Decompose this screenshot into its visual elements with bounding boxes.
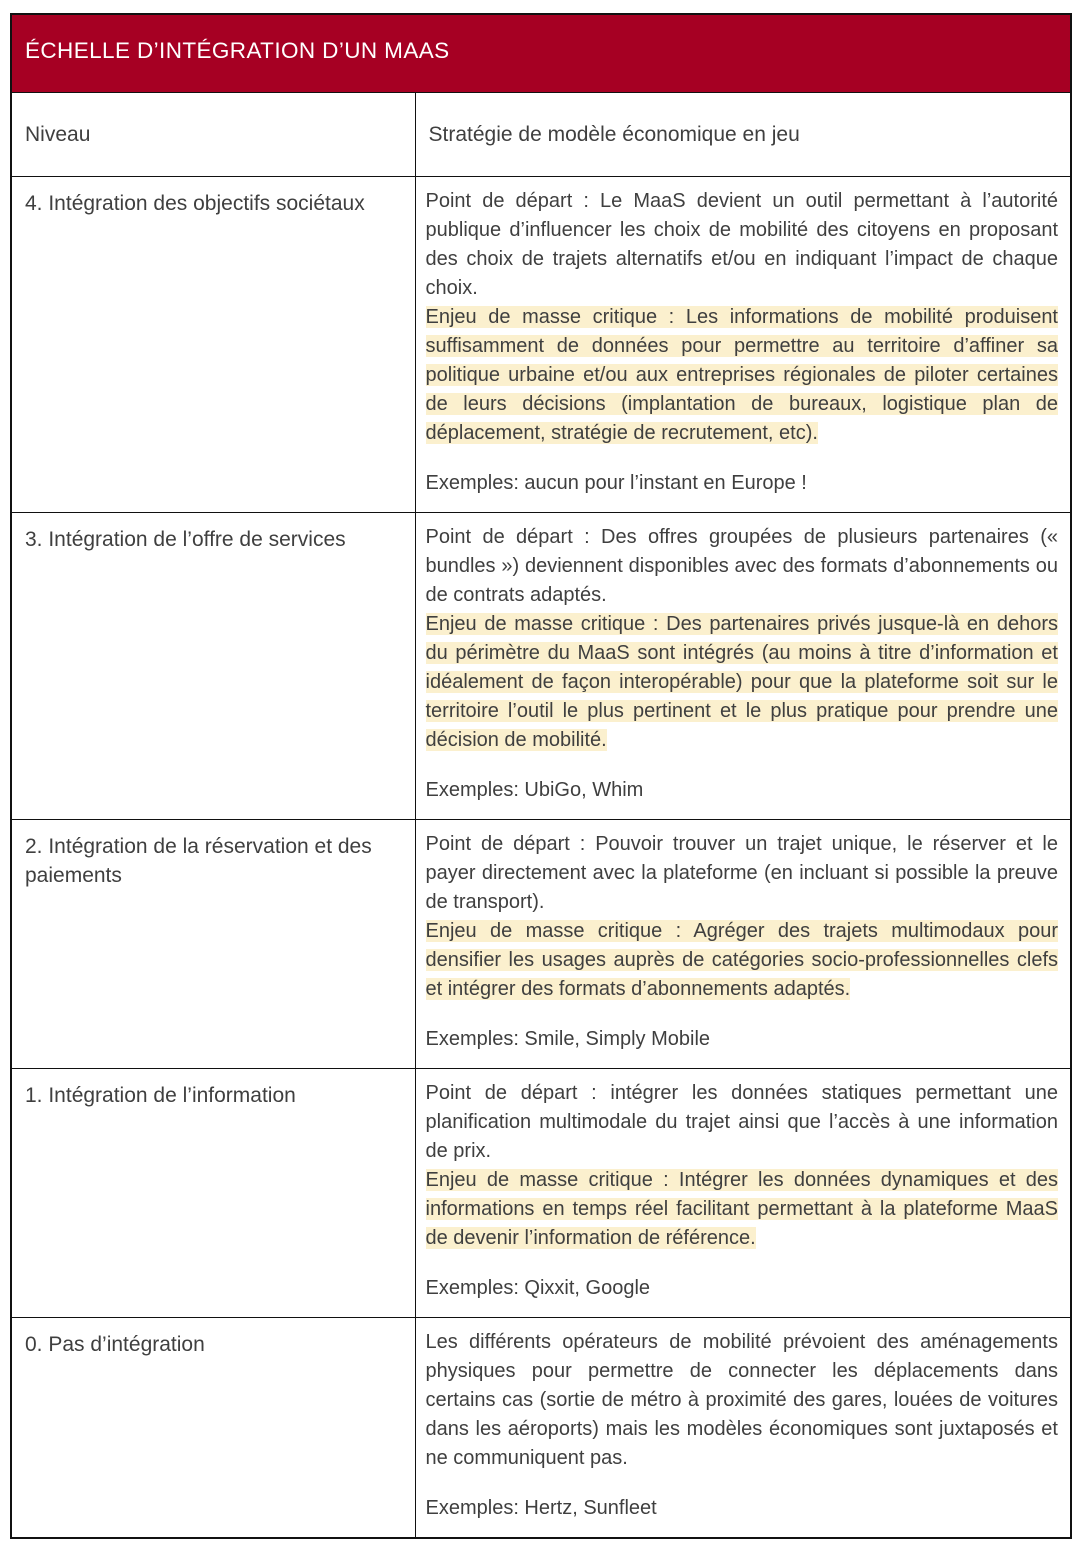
enjeu-highlight: Enjeu de masse critique : Intégrer les données dynamiques et des informations en temps réel facilitant permettant à la plateforme MaaS de devenir l’information de référence.: [425, 1168, 1058, 1249]
enjeu-paragraph: [426, 303, 1059, 448]
table-title-row: [11, 14, 1071, 92]
niveau-label: 1. Intégration de l’information: [11, 1068, 415, 1317]
enjeu-highlight: Enjeu de masse critique : Agréger des trajets multimodaux pour densifier les usages auprès de catégories socio-professionnelles clefs et intégrer des formats d’abonnements adaptés.: [425, 919, 1058, 1000]
niveau-label: 4. Intégration des objectifs sociétaux: [11, 176, 415, 512]
point-depart-text: Point de départ : Le MaaS devient un outil permettant à l’autorité publique d’influencer les choix de mobilité des citoyens en proposant des choix de trajets alternatifs et/ou en indiquant l’impact de chaque choix.: [425, 189, 1058, 299]
table-row-level-1: [11, 1068, 1071, 1317]
exemples-text: Exemples: aucun pour l’instant en Europe !: [425, 471, 807, 494]
point-depart-text: Point de départ : Des offres groupées de plusieurs partenaires (« bundles ») deviennent disponibles avec des formats d’abonnements ou de contrats adaptés.: [425, 525, 1058, 606]
enjeu-highlight: Enjeu de masse critique : Les informations de mobilité produisent suffisamment de données pour permettre au territoire d’affiner sa politique urbaine et/ou aux entreprises régionales de piloter certaines de leurs décisions (implantation de bureaux, logistique plan de déplacement, stratégie de recrutement, etc).: [425, 305, 1058, 444]
column-header-row: [11, 92, 1071, 176]
strategy-cell: [415, 512, 1071, 819]
strategy-cell: [415, 1317, 1071, 1538]
enjeu-paragraph: [426, 610, 1059, 755]
exemples-text: Exemples: UbiGo, Whim: [425, 778, 644, 801]
strategy-cell: [415, 1068, 1071, 1317]
point-depart-text: Point de départ : Pouvoir trouver un trajet unique, le réserver et le payer directement avec la plateforme (en incluant si possible la preuve de transport).: [425, 832, 1058, 913]
exemples-text: Exemples: Hertz, Sunfleet: [425, 1496, 657, 1519]
maas-integration-table: [10, 13, 1072, 1539]
niveau-label: 3. Intégration de l’offre de services: [11, 512, 415, 819]
table-row-level-4: [11, 176, 1071, 512]
column-header-niveau: Niveau: [11, 92, 415, 176]
point-depart-text: Les différents opérateurs de mobilité prévoient des aménagements physiques pour permettre de connecter les déplacements dans certains cas (sortie de métro à proximité des gares, louées de voitures dans les aéroports) mais les modèles économiques sont juxtaposés et ne communiquent pas.: [425, 1330, 1058, 1469]
strategy-cell: [415, 819, 1071, 1068]
table-row-level-3: [11, 512, 1071, 819]
column-header-strategie: Stratégie de modèle économique en jeu: [415, 92, 1071, 176]
enjeu-paragraph: [426, 917, 1059, 1004]
table-title-cell: [11, 14, 1071, 92]
enjeu-paragraph: [426, 1166, 1059, 1253]
exemples-text: Exemples: Smile, Simply Mobile: [425, 1027, 711, 1050]
niveau-label: 0. Pas d’intégration: [11, 1317, 415, 1538]
table-title: ÉCHELLE D’INTÉGRATION D’UN MAAS: [25, 37, 450, 63]
exemples-text: Exemples: Qixxit, Google: [425, 1276, 651, 1299]
point-depart-text: Point de départ : intégrer les données statiques permettant une planification multimodale du trajet ainsi que l’accès à une information de prix.: [425, 1081, 1058, 1162]
strategy-cell: [415, 176, 1071, 512]
table-row-level-2: [11, 819, 1071, 1068]
table-row-level-0: [11, 1317, 1071, 1538]
enjeu-highlight: Enjeu de masse critique : Des partenaires privés jusque-là en dehors du périmètre du MaaS sont intégrés (au moins à titre d’information et idéalement de façon interopérable) pour que la plateforme soit sur le territoire l’outil le plus pertinent et le plus pratique pour prendre une décision de mobilité.: [425, 612, 1058, 751]
niveau-label: 2. Intégration de la réservation et des paiements: [11, 819, 415, 1068]
